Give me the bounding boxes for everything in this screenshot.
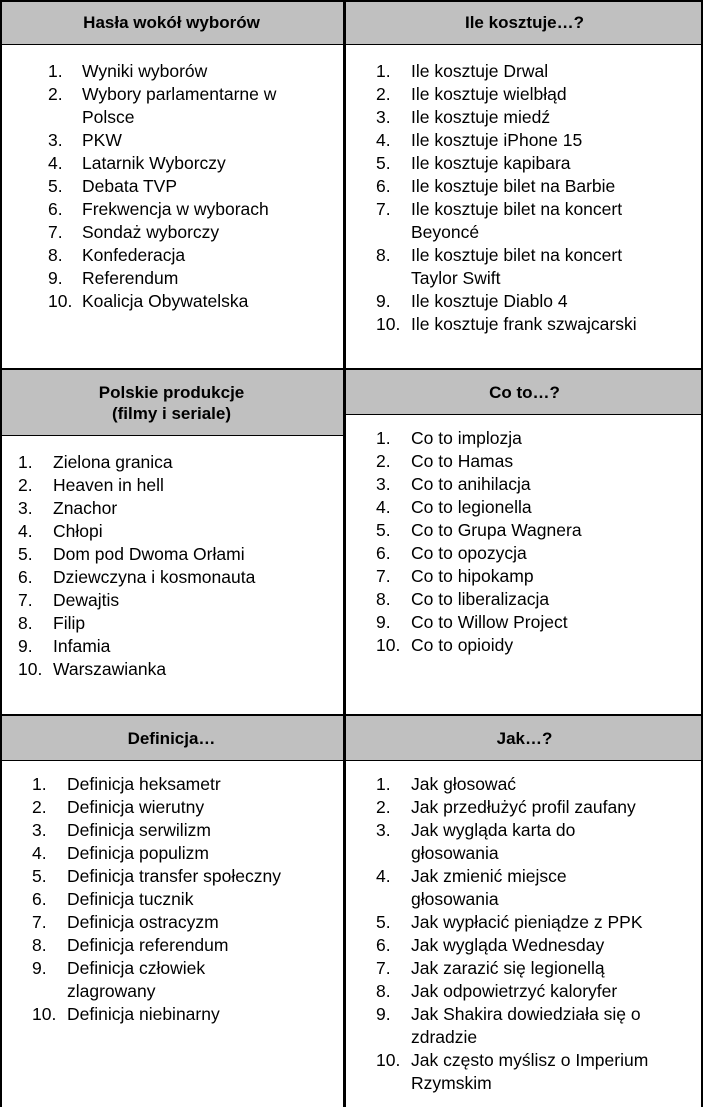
grid-divider-top xyxy=(0,0,703,2)
list-item: 6. Frekwencja w wyborach xyxy=(48,199,269,219)
list-item: 8. Co to liberalizacja xyxy=(376,589,550,609)
list-item: 1. Zielona granica xyxy=(18,452,173,472)
section-header-how-to xyxy=(346,716,703,761)
list-item: 4. Co to legionella xyxy=(376,497,532,517)
list-item: 8. Ile kosztuje bilet na koncert Taylor Swift xyxy=(376,245,623,288)
list-item: 9. Jak Shakira dowiedziała się o zdradzie xyxy=(376,1004,641,1047)
list-item: 2. Heaven in hell xyxy=(18,475,164,495)
section-header-definition xyxy=(0,716,343,761)
list-item: 10. Ile kosztuje frank szwajcarski xyxy=(376,314,637,334)
list-item: 4. Definicja populizm xyxy=(32,843,210,863)
list-item: 4. Chłopi xyxy=(18,521,103,541)
section-header-how-much xyxy=(346,0,703,45)
list-item: 1. Wyniki wyborów xyxy=(48,61,208,81)
list-item: 8. Jak odpowietrzyć kaloryfer xyxy=(376,981,618,1001)
list-item: 1. Jak głosować xyxy=(376,774,517,794)
list-item: 9. Infamia xyxy=(18,636,111,656)
list-item: 9. Ile kosztuje Diablo 4 xyxy=(376,291,568,311)
list-item: 10. Koalicja Obywatelska xyxy=(48,291,249,311)
list-item: 5. Ile kosztuje kapibara xyxy=(376,153,571,173)
list-item: 7. Ile kosztuje bilet na koncert Beyoncé xyxy=(376,199,623,242)
list-item: 5. Co to Grupa Wagnera xyxy=(376,520,582,540)
section-header-election-phrases xyxy=(0,0,343,45)
section-header-polish-productions xyxy=(0,370,343,436)
section-list-election-phrases xyxy=(48,60,338,313)
list-item: 5. Debata TVP xyxy=(48,176,178,196)
list-item: 3. Ile kosztuje miedź xyxy=(376,107,551,127)
list-item: 7. Dewajtis xyxy=(18,590,120,610)
section-list-definition xyxy=(32,773,342,1026)
section-list-polish-productions xyxy=(18,451,338,681)
list-item: 6. Definicja tucznik xyxy=(32,889,194,909)
list-item: 7. Jak zarazić się legionellą xyxy=(376,958,605,978)
list-item: 3. PKW xyxy=(48,130,122,150)
list-item: 10. Definicja niebinarny xyxy=(32,1004,220,1024)
list-item: 4. Latarnik Wyborczy xyxy=(48,153,226,173)
list-item: 1. Definicja heksametr xyxy=(32,774,221,794)
list-item: 8. Definicja referendum xyxy=(32,935,229,955)
list-item: 6. Ile kosztuje bilet na Barbie xyxy=(376,176,616,196)
list-item: 3. Definicja serwilizm xyxy=(32,820,211,840)
list-item: 3. Znachor xyxy=(18,498,118,518)
list-item: 2. Ile kosztuje wielbłąd xyxy=(376,84,567,104)
list-item: 4. Ile kosztuje iPhone 15 xyxy=(376,130,583,150)
list-item: 6. Dziewczyna i kosmonauta xyxy=(18,567,256,587)
list-item: 1. Co to implozja xyxy=(376,428,522,448)
section-title: Polskie produkcje (filmy i seriale) xyxy=(98,382,245,423)
section-title: Ile kosztuje…? xyxy=(464,12,585,32)
section-list-what-is xyxy=(376,427,696,657)
grid-divider-row-2 xyxy=(0,714,703,716)
list-item: 7. Sondaż wyborczy xyxy=(48,222,220,242)
section-title: Hasła wokół wyborów xyxy=(83,12,260,32)
list-item: 5. Dom pod Dwoma Orłami xyxy=(18,544,245,564)
list-item: 6. Jak wygląda Wednesday xyxy=(376,935,605,955)
list-item: 2. Wybory parlamentarne w Polsce xyxy=(48,84,277,127)
list-item: 9. Referendum xyxy=(48,268,179,288)
section-header-what-is xyxy=(346,370,703,415)
section-list-how-to xyxy=(376,773,696,1095)
list-item: 8. Filip xyxy=(18,613,86,633)
list-item: 9. Definicja człowiek zlagrowany xyxy=(32,958,206,1001)
section-title: Co to…? xyxy=(489,382,560,402)
list-item: 7. Definicja ostracyzm xyxy=(32,912,219,932)
list-item: 1. Ile kosztuje Drwal xyxy=(376,61,549,81)
list-item: 2. Jak przedłużyć profil zaufany xyxy=(376,797,636,817)
list-item: 6. Co to opozycja xyxy=(376,543,527,563)
section-title: Definicja… xyxy=(127,728,216,748)
list-item: 3. Jak wygląda karta do głosowania xyxy=(376,820,576,863)
list-item: 10. Co to opioidy xyxy=(376,635,514,655)
list-item: 4. Jak zmienić miejsce głosowania xyxy=(376,866,567,909)
list-item: 7. Co to hipokamp xyxy=(376,566,534,586)
list-item: 9. Co to Willow Project xyxy=(376,612,568,632)
grid-divider-center xyxy=(343,0,346,1107)
list-item: 10. Jak często myślisz o Imperium Rzymskim xyxy=(376,1050,649,1093)
list-item: 5. Jak wypłacić pieniądze z PPK xyxy=(376,912,643,932)
list-item: 5. Definicja transfer społeczny xyxy=(32,866,281,886)
section-list-how-much xyxy=(376,60,696,336)
list-item: 8. Konfederacja xyxy=(48,245,186,265)
list-item: 10. Warszawianka xyxy=(18,659,167,679)
list-item: 2. Co to Hamas xyxy=(376,451,514,471)
section-title: Jak…? xyxy=(496,728,553,748)
grid-divider-left xyxy=(0,0,2,1107)
list-item: 2. Definicja wierutny xyxy=(32,797,205,817)
grid-divider-row-1 xyxy=(0,368,703,370)
list-item: 3. Co to anihilacja xyxy=(376,474,531,494)
